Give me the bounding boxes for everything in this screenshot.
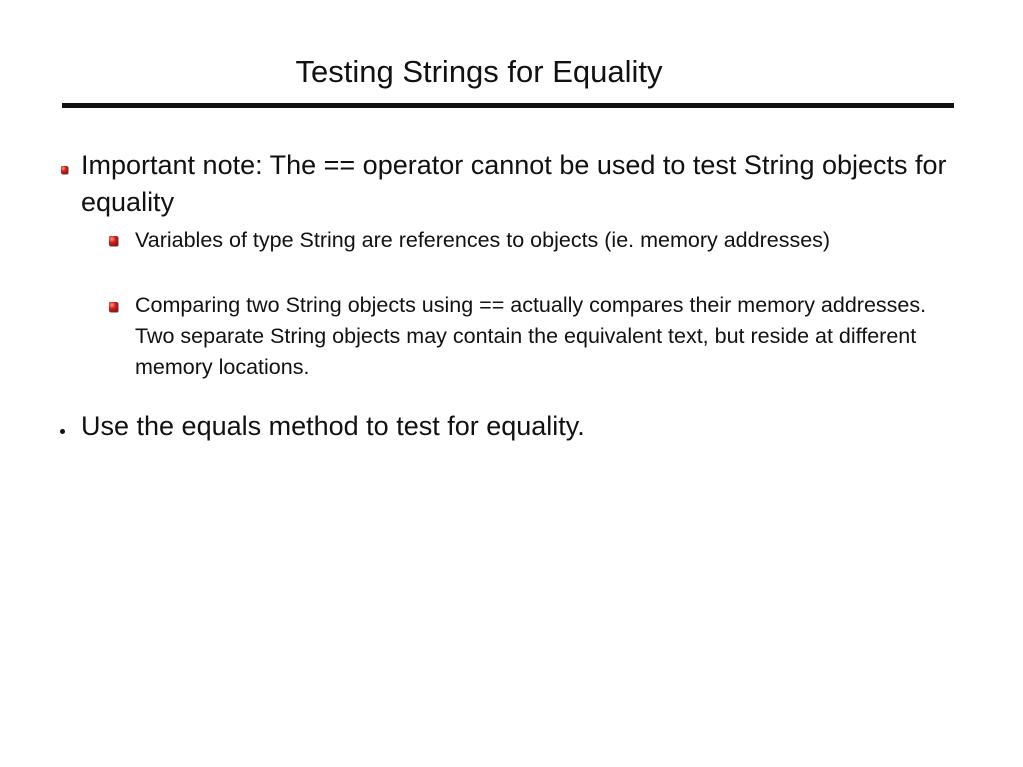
red-square-bullet-icon — [109, 302, 118, 312]
dot-bullet-icon — [60, 429, 65, 434]
bullet-text: Important note: The == operator cannot be used to test String objects for equality — [81, 150, 947, 217]
bullet-text: Use the equals method to test for equality. — [81, 411, 585, 441]
red-square-bullet-icon — [109, 236, 118, 246]
sub-bullet-text: Variables of type String are references to objects (ie. memory addresses) — [135, 228, 831, 252]
red-square-bullet-icon — [61, 166, 68, 174]
slide-title: Testing Strings for Equality — [295, 54, 663, 89]
sub-bullet-text: Comparing two String objects using == actually compares their memory addresses. Two separate String objects may contain the equivalent text, but reside at different memory locations. — [135, 293, 927, 379]
title-underline — [62, 103, 954, 108]
